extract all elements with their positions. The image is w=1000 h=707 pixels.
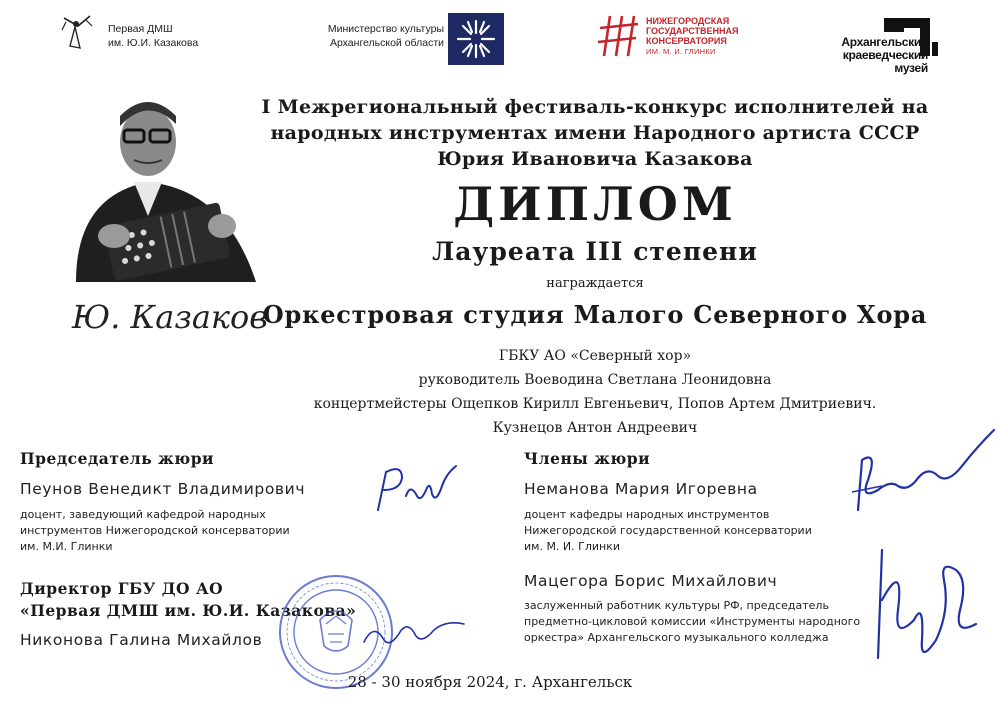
museum-logo-line2: краеведческий музей <box>842 48 928 75</box>
position-line: предметно-цикловой комиссии «Инструменты народного <box>524 615 861 628</box>
conservatory-logo-text <box>646 16 738 46</box>
director-title-line2: «Первая ДМШ им. Ю.И. Казакова» <box>20 601 357 620</box>
diploma-heading: ДИПЛОМ <box>453 177 737 231</box>
position-line: доцент кафедры народных инструментов <box>524 508 770 521</box>
position-line: Нижегородской государственной консерватории <box>524 524 812 537</box>
details-line: Кузнецов Антон Андреевич <box>492 420 698 436</box>
member1-signature <box>838 420 998 520</box>
ministry-logo-text <box>298 22 444 50</box>
conservatory-grid-logo-icon <box>598 14 638 58</box>
svg-text:Ю. Казаков: Ю. Казаков <box>72 298 268 336</box>
position-line: доцент, заведующий кафедрой народных <box>20 508 266 521</box>
school-logo-line1: Первая ДМШ <box>108 23 173 35</box>
position-line: им. М.И. Глинки <box>20 540 113 553</box>
ministry-logo-line2: Архангельской области <box>329 37 444 49</box>
accordionist-portrait-photo <box>36 86 268 282</box>
jury-member2-name: Мацегора Борис Михайлович <box>524 572 778 590</box>
ministry-star-logo-icon <box>448 13 504 65</box>
school-logo-line2: им. Ю.И. Казакова <box>108 37 199 49</box>
director-name: Никонова Галина Михайлов <box>20 631 263 649</box>
position-line: инструментов Нижегородской консерватории <box>20 524 290 537</box>
conservatory-logo-line2: ГОСУДАРСТВЕННАЯ <box>646 26 739 36</box>
jury-chair-position <box>20 507 360 555</box>
festival-title-line3: Юрия Ивановича Казакова <box>437 148 753 170</box>
school-angel-logo-icon <box>58 12 96 54</box>
chair-signature <box>372 460 462 520</box>
position-line: оркестра» Архангельского музыкального колледжа <box>524 631 829 644</box>
museum-logo-line1: Архангельский <box>841 35 928 49</box>
jury-member1-name: Неманова Мария Игоревна <box>524 480 758 498</box>
director-title-line1: Директор ГБУ ДО АО <box>20 579 224 598</box>
member2-signature <box>864 540 984 668</box>
director-signature <box>360 612 470 652</box>
awarded-label: награждается <box>546 276 644 291</box>
ministry-logo-line1: Министерство культуры <box>327 23 444 35</box>
details-line: концертмейстеры Ощепков Кирилл Евгеньевич, Попов Артем Дмитриевич. <box>313 396 877 412</box>
jury-chair-name: Пеунов Венедикт Владимирович <box>20 480 306 498</box>
festival-title-line1: I Межрегиональный фестиваль-конкурс исполнителей на <box>261 96 929 118</box>
jury-members-title: Члены жюри <box>524 449 651 468</box>
conservatory-logo-line1: НИЖЕГОРОДСКАЯ <box>646 16 730 26</box>
festival-title-line2: народных инструментах имени Народного артиста СССР <box>270 122 920 144</box>
details-line: руководитель Воеводина Светлана Леонидовна <box>418 372 772 388</box>
school-logo-text <box>108 22 198 50</box>
conservatory-logo-sub: ИМ. М. И. ГЛИНКИ <box>646 47 716 56</box>
festival-title <box>240 94 950 172</box>
jury-chair-title: Председатель жюри <box>20 449 215 468</box>
position-line: им. М. И. Глинки <box>524 540 621 553</box>
position-line: заслуженный работник культуры РФ, председатель <box>524 599 829 612</box>
kazakov-signature <box>68 292 268 340</box>
date-and-place: 28 - 30 ноября 2024, г. Архангельск <box>347 673 633 691</box>
details-line: ГБКУ АО «Северный хор» <box>498 348 692 364</box>
conservatory-logo-line3: КОНСЕРВАТОРИЯ <box>646 36 727 46</box>
awardee-name: Оркестровая студия Малого Северного Хора <box>262 300 928 329</box>
laureate-degree: Лауреата III степени <box>432 237 758 266</box>
museum-logo-text <box>816 36 928 75</box>
jury-member1-position <box>524 507 884 555</box>
